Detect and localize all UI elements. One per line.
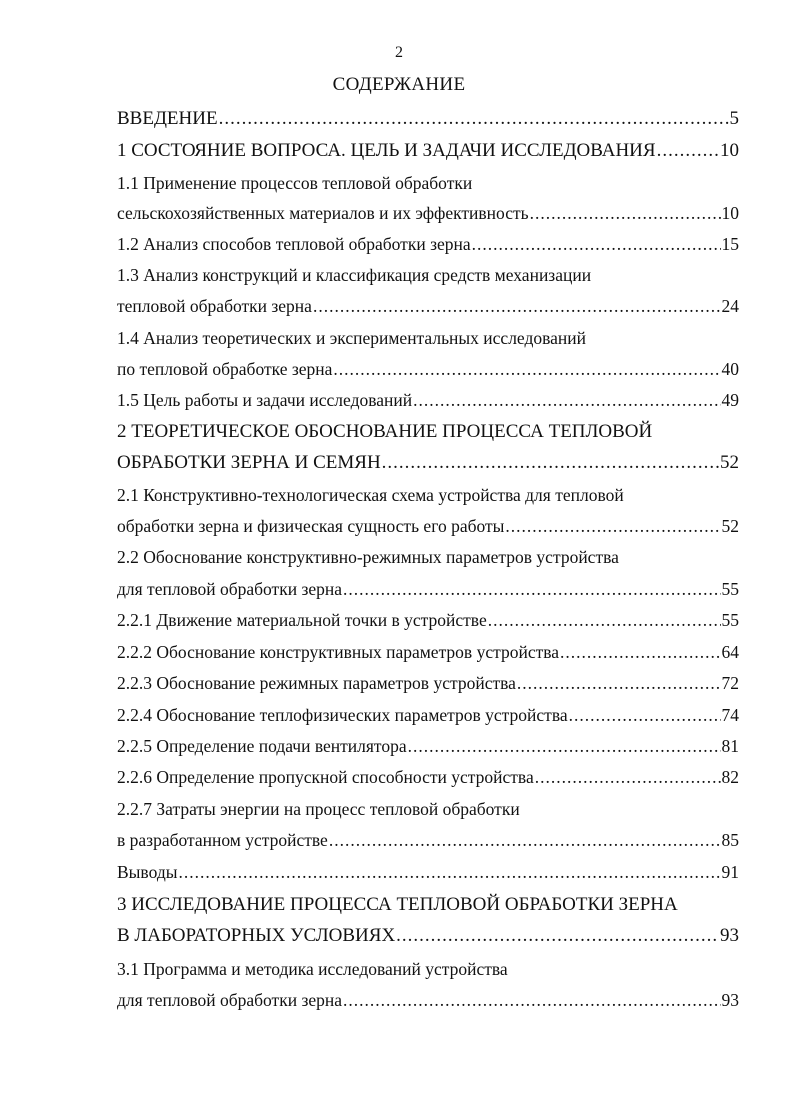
toc-leader-dots	[396, 924, 719, 948]
toc-leader-dots	[505, 514, 720, 538]
toc-entry-text: обработки зерна и физическая сущность его работы	[117, 516, 505, 536]
toc-leader-dots	[517, 671, 721, 695]
toc-leader-dots	[219, 107, 724, 131]
toc-entry-page: 15	[721, 234, 739, 254]
toc-entry-page: 24	[721, 296, 739, 316]
toc-entry-1-4-line-2	[117, 357, 739, 381]
toc-entry-1-5	[117, 388, 739, 412]
toc-entry-page: 93	[721, 990, 739, 1010]
toc-entry-chapter-3-line-1: 3 ИССЛЕДОВАНИЕ ПРОЦЕССА ТЕПЛОВОЙ ОБРАБОТКИ ЗЕРНА	[117, 894, 678, 915]
toc-entry-chapter-2-line-2	[117, 451, 739, 475]
toc-entry-page: 82	[721, 767, 739, 787]
toc-entry-page: 81	[721, 736, 739, 756]
toc-entry-1-1-line-1: 1.1 Применение процессов тепловой обработки	[117, 173, 473, 193]
toc-entry-1-3-line-1: 1.3 Анализ конструкций и классификация средств механизации	[117, 265, 592, 285]
toc-leader-dots	[313, 294, 721, 318]
toc-entry-page: 72	[721, 673, 739, 693]
toc-leader-dots	[178, 860, 720, 884]
toc-entry-text: ВВЕДЕНИЕ	[117, 108, 218, 129]
toc-entry-1-4-line-1: 1.4 Анализ теоретических и экспериментальных исследований	[117, 328, 587, 348]
toc-entry-page: 85	[721, 830, 739, 850]
toc-entry-text: 2.2.2 Обоснование конструктивных параметров устройства	[117, 642, 560, 662]
toc-entry-text: 2.2.6 Определение пропускной способности устройства	[117, 767, 534, 787]
toc-entry-text: для тепловой обработки зерна	[117, 990, 343, 1010]
toc-entry-page: 49	[721, 390, 739, 410]
toc-entry-page: 52	[721, 516, 739, 536]
toc-entry-text: Выводы	[117, 862, 178, 882]
toc-entry-page: 91	[721, 862, 739, 882]
toc-entry-2-2-5	[117, 734, 739, 758]
toc-leader-dots	[488, 608, 721, 632]
toc-entry-page: 40	[721, 359, 739, 379]
toc-entry-page: 52	[720, 452, 739, 473]
toc-entry-2-2-7-line-1: 2.2.7 Затраты энергии на процесс тепловой обработки	[117, 799, 520, 819]
toc-entry-3-1-line-1: 3.1 Программа и методика исследований устройства	[117, 959, 508, 979]
toc-entry-3-1-line-2	[117, 988, 739, 1012]
toc-entry-text: 2.2.1 Движение материальной точки в устройстве	[117, 610, 487, 630]
toc-leader-dots	[472, 232, 721, 256]
toc-entry-1-1-line-2	[117, 201, 739, 225]
toc-entry-page: 55	[721, 610, 739, 630]
toc-entry-2-2-4	[117, 703, 739, 727]
toc-entry-text: тепловой обработки зерна	[117, 296, 312, 316]
toc-entry-page: 10	[721, 203, 739, 223]
toc-entry-2-1-line-2	[117, 514, 739, 538]
toc-leader-dots	[329, 828, 721, 852]
toc-entry-text: в разработанном устройстве	[117, 830, 328, 850]
toc-leader-dots	[569, 703, 721, 727]
toc-entry-text: 2.2.4 Обоснование теплофизических параметров устройства	[117, 705, 568, 725]
toc-entry-text: 2.2.5 Определение подачи вентилятора	[117, 736, 407, 756]
toc-leader-dots	[333, 357, 720, 381]
toc-entry-page: 55	[721, 579, 739, 599]
toc-entry-text: ОБРАБОТКИ ЗЕРНА И СЕМЯН	[117, 452, 381, 473]
toc-entry-text: 1 СОСТОЯНИЕ ВОПРОСА. ЦЕЛЬ И ЗАДАЧИ ИССЛЕДОВАНИЯ	[117, 140, 656, 161]
toc-entry-text: сельскохозяйственных материалов и их эффективность	[117, 203, 529, 223]
toc-entry-text: 1.5 Цель работы и задачи исследований	[117, 390, 413, 410]
toc-leader-dots	[657, 139, 719, 163]
toc-entry-page: 10	[720, 140, 739, 161]
toc-entry-1-2	[117, 232, 739, 256]
toc-entry-1-3-line-2	[117, 294, 739, 318]
toc-entry-page: 64	[721, 642, 739, 662]
toc-leader-dots	[535, 765, 721, 789]
toc-entry-text: по тепловой обработке зерна	[117, 359, 333, 379]
toc-leader-dots	[530, 201, 721, 225]
toc-leader-dots	[560, 640, 720, 664]
toc-entry-text: В ЛАБОРАТОРНЫХ УСЛОВИЯХ	[117, 925, 396, 946]
toc-entry-2-2-1	[117, 608, 739, 632]
toc-entry-2-1-line-1: 2.1 Конструктивно-технологическая схема устройства для тепловой	[117, 485, 624, 505]
toc-entry-text: для тепловой обработки зерна	[117, 579, 343, 599]
toc-entry-chapter-2-line-1: 2 ТЕОРЕТИЧЕСКОЕ ОБОСНОВАНИЕ ПРОЦЕССА ТЕПЛОВОЙ	[117, 421, 653, 442]
toc-entry-chapter-1	[117, 139, 739, 163]
toc-entry-2-2-7-line-2	[117, 828, 739, 852]
toc-entry-2-2-line-2	[117, 577, 739, 601]
page-number: 2	[395, 44, 403, 61]
toc-entry-2-2-2	[117, 640, 739, 664]
toc-leader-dots	[413, 388, 720, 412]
toc-leader-dots	[408, 734, 721, 758]
toc-entry-2-2-6	[117, 765, 739, 789]
toc-entry-page: .5	[724, 108, 739, 129]
toc-leader-dots	[343, 988, 720, 1012]
toc-leader-dots	[382, 451, 719, 475]
toc-entry-page: 93	[720, 925, 739, 946]
toc-entry-text: 2.2.3 Обоснование режимных параметров устройства	[117, 673, 516, 693]
toc-entry-2-2-line-1: 2.2 Обоснование конструктивно-режимных параметров устройства	[117, 547, 619, 567]
toc-entry-chapter-3-line-2	[117, 924, 739, 948]
toc-leader-dots	[343, 577, 720, 601]
toc-entry-page: 74	[721, 705, 739, 725]
toc-title: СОДЕРЖАНИЕ	[332, 74, 466, 95]
toc-entry-conclusions	[117, 860, 739, 884]
toc-entry-2-2-3	[117, 671, 739, 695]
toc-entry-text: 1.2 Анализ способов тепловой обработки зерна	[117, 234, 471, 254]
toc-entry-introduction	[117, 107, 739, 131]
